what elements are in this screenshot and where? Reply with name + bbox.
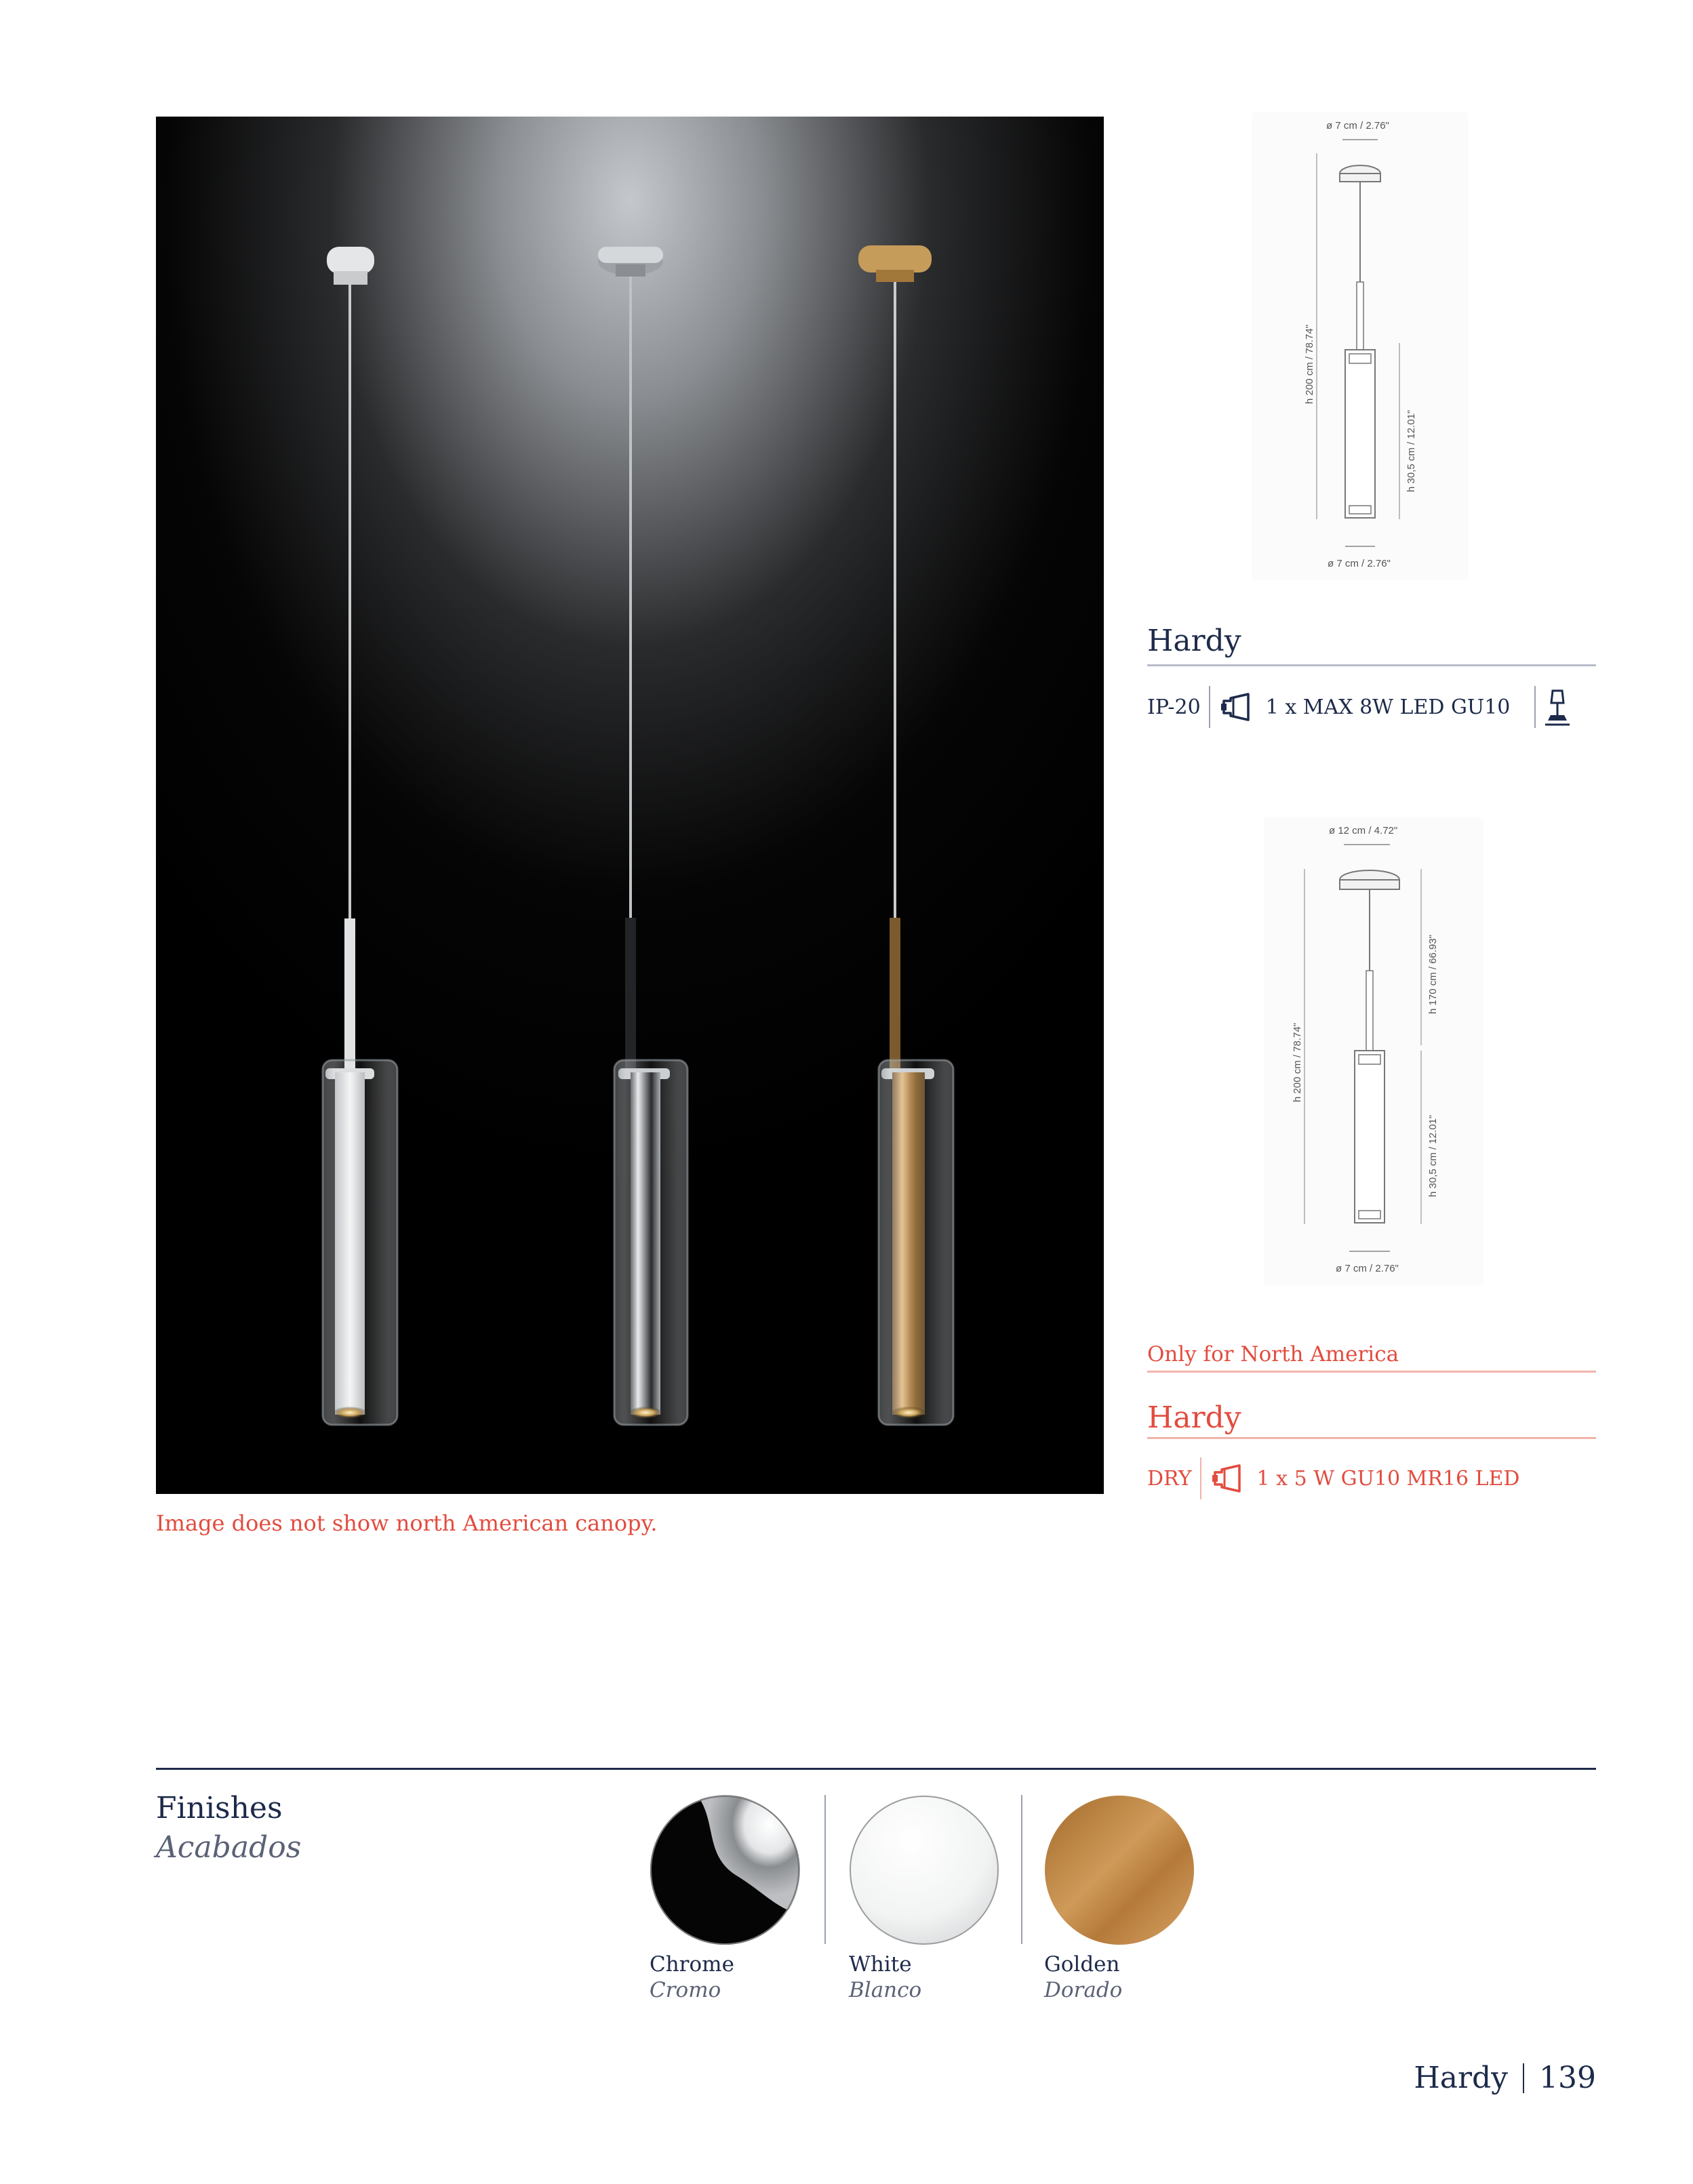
title-divider — [1147, 1437, 1596, 1439]
photo-caption: Image does not show north American canopy. — [156, 1510, 658, 1536]
spotlight-icon — [1218, 691, 1255, 723]
drawing-bottom-diameter: ø 7 cm / 2.76" — [1336, 1263, 1399, 1274]
spec-row — [1147, 686, 1571, 728]
product-title-north-america: Hardy — [1147, 1400, 1241, 1435]
note-divider — [1147, 1371, 1596, 1373]
finish-separator — [824, 1795, 826, 1944]
footer-product-name: Hardy — [1414, 2061, 1509, 2095]
page-footer — [1414, 2061, 1596, 2095]
dimension-drawing-north-america — [1264, 817, 1483, 1285]
finish-name-white: White — [849, 1952, 912, 1977]
spec-separator — [1534, 686, 1536, 728]
finish-name-golden: Golden — [1044, 1952, 1120, 1977]
finish-separator — [1021, 1795, 1022, 1944]
product-title: Hardy — [1147, 624, 1241, 658]
chrome-swatch — [650, 1795, 800, 1945]
drawing-top-diameter: ø 12 cm / 4.72" — [1329, 825, 1398, 836]
dimension-drawing-standard — [1252, 113, 1469, 580]
dry-rating: DRY — [1147, 1466, 1192, 1491]
finishes-subtitle: Acabados — [156, 1830, 302, 1865]
finish-name-chrome: Chrome — [650, 1952, 734, 1977]
product-photo — [156, 117, 1104, 1494]
finish-name-es-golden: Dorado — [1044, 1978, 1123, 2002]
lamp-icon — [1544, 688, 1571, 726]
drawing-shade-height: h 30,5 cm / 12.01" — [1427, 1114, 1439, 1197]
page-number: 139 — [1539, 2061, 1596, 2095]
spec-separator — [1200, 1457, 1201, 1499]
drawing-total-height: h 200 cm / 78.74" — [1292, 1022, 1303, 1102]
title-divider — [1147, 664, 1596, 666]
spec-row — [1147, 1457, 1519, 1499]
drawing-top-diameter: ø 7 cm / 2.76" — [1326, 120, 1389, 132]
white-swatch — [849, 1795, 999, 1945]
ip-rating: IP-20 — [1147, 695, 1201, 719]
golden-swatch — [1044, 1795, 1195, 1945]
spec-separator — [1209, 686, 1210, 728]
finish-name-es-white: Blanco — [849, 1978, 922, 2002]
drawing-cable-height: h 170 cm / 66.93" — [1427, 934, 1439, 1014]
footer-separator — [1523, 2063, 1524, 2093]
spotlight-icon — [1210, 1463, 1246, 1494]
drawing-shade-height: h 30,5 cm / 12.01" — [1406, 409, 1417, 492]
lamp-spec: 1 x MAX 8W LED GU10 — [1265, 695, 1511, 719]
north-america-note: Only for North America — [1147, 1342, 1399, 1367]
drawing-total-height: h 200 cm / 78.74" — [1304, 324, 1315, 404]
finish-name-es-chrome: Cromo — [650, 1978, 721, 2002]
drawing-bottom-diameter: ø 7 cm / 2.76" — [1328, 558, 1391, 569]
lamp-spec: 1 x 5 W GU10 MR16 LED — [1256, 1466, 1520, 1491]
finishes-divider — [156, 1768, 1596, 1770]
finishes-title: Finishes — [156, 1791, 283, 1825]
